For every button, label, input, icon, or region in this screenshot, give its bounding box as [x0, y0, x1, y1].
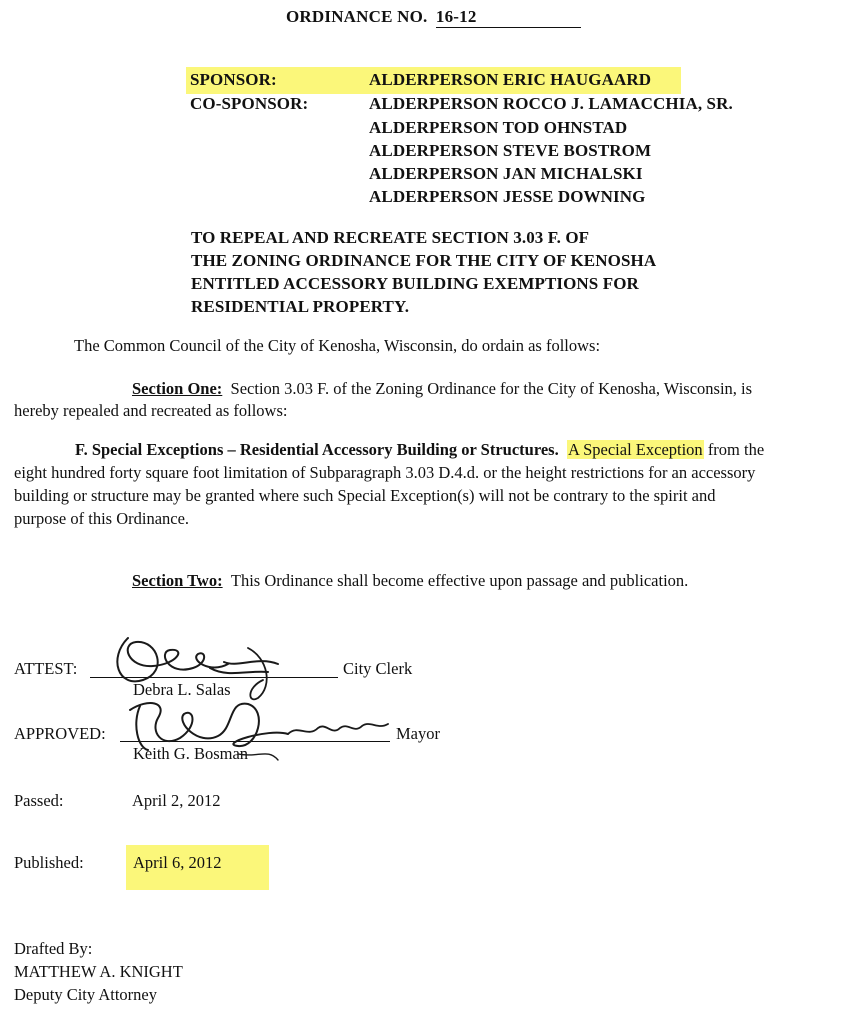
- approved-signature: [118, 688, 408, 768]
- section-one-line2: hereby repealed and recreated as follows:: [14, 401, 288, 420]
- paragraph-f-lead: F. Special Exceptions – Residential Accessory Building or Structures.: [75, 440, 559, 459]
- paragraph-f-line1: [75, 438, 764, 462]
- special-exception-highlight: A Special Exception: [567, 440, 703, 459]
- sponsor-label: SPONSOR:: [190, 70, 277, 89]
- ordinance-label: ORDINANCE NO.: [286, 7, 428, 26]
- section-two-text: This Ordinance shall become effective upon passage and publication.: [230, 571, 689, 590]
- drafter-title: Deputy City Attorney: [14, 985, 157, 1004]
- cosponsor-item: ALDERPERSON JAN MICHALSKI: [369, 164, 643, 183]
- attest-name: Debra L. Salas: [133, 680, 231, 699]
- attest-role: City Clerk: [343, 659, 413, 678]
- approved-name: Keith G. Bosman: [133, 744, 249, 763]
- paragraph-f-line2: eight hundred forty square foot limitation of Subparagraph 3.03 D.4.d. or the height restrictions for an accessory: [14, 463, 756, 482]
- drafter-name: MATTHEW A. KNIGHT: [14, 962, 183, 981]
- approved-role: Mayor: [396, 724, 440, 743]
- cosponsor-item: ALDERPERSON STEVE BOSTROM: [369, 141, 652, 160]
- cosponsor-item: ALDERPERSON ROCCO J. LAMACCHIA, SR.: [369, 94, 733, 113]
- published-value: April 6, 2012: [133, 853, 222, 872]
- heading-line: THE ZONING ORDINANCE FOR THE CITY OF KENOSHA: [191, 251, 657, 270]
- paragraph-f-rest: from the: [707, 440, 765, 459]
- paragraph-f-line4: purpose of this Ordinance.: [14, 509, 190, 528]
- section-two-label: Section Two:: [132, 571, 223, 590]
- ordinance-number: 16-12: [436, 7, 581, 28]
- section-one-line1: [132, 377, 752, 401]
- heading-line: TO REPEAL AND RECREATE SECTION 3.03 F. OF: [191, 228, 590, 247]
- section-one-text: Section 3.03 F. of the Zoning Ordinance for the City of Kenosha, Wisconsin, is: [230, 379, 753, 398]
- cosponsor-item: ALDERPERSON TOD OHNSTAD: [369, 118, 628, 137]
- heading-line: ENTITLED ACCESSORY BUILDING EXEMPTIONS FOR: [191, 274, 639, 293]
- paragraph-f-line3: building or structure may be granted where such Special Exception(s) will not be contrary to the spirit and: [14, 486, 716, 505]
- cosponsor-item: ALDERPERSON JESSE DOWNING: [369, 187, 646, 206]
- approved-label: APPROVED:: [14, 724, 106, 743]
- passed-value: April 2, 2012: [132, 791, 221, 810]
- passed-label: Passed:: [14, 791, 64, 810]
- attest-label: ATTEST:: [14, 659, 78, 678]
- published-label: Published:: [14, 853, 84, 872]
- ordinance-title: [286, 7, 581, 28]
- drafted-label: Drafted By:: [14, 939, 93, 958]
- section-one-label: Section One:: [132, 379, 223, 398]
- section-two-line: [132, 569, 688, 593]
- cosponsor-label: CO-SPONSOR:: [190, 94, 309, 113]
- heading-line: RESIDENTIAL PROPERTY.: [191, 297, 410, 316]
- sponsor-name: ALDERPERSON ERIC HAUGAARD: [369, 70, 652, 89]
- intro-text: The Common Council of the City of Kenosha, Wisconsin, do ordain as follows:: [74, 336, 601, 355]
